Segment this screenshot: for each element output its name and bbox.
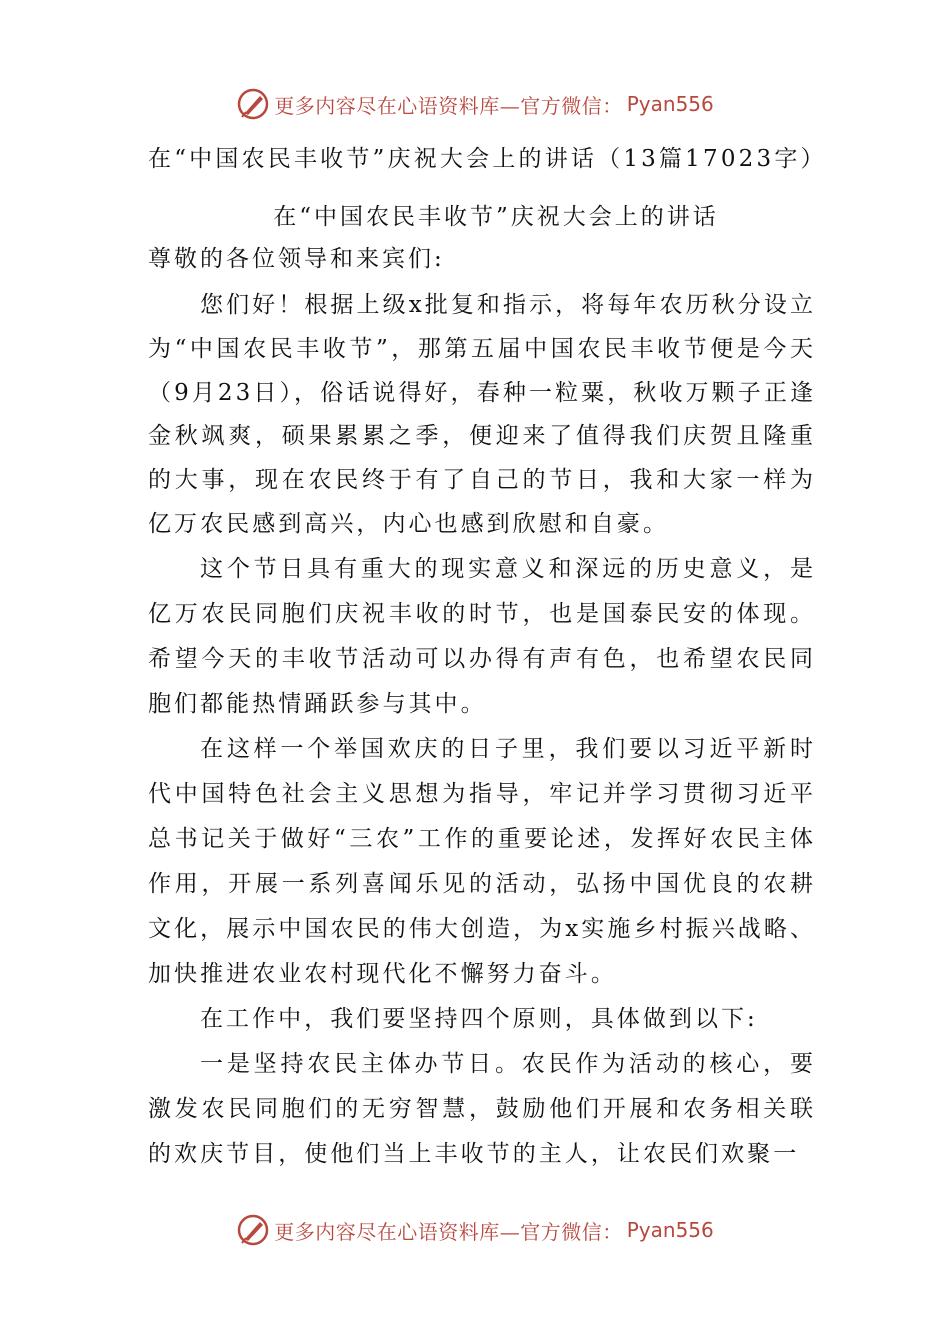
paragraph: 在工作中，我们要坚持四个原则，具体做到以下: [200, 1005, 758, 1032]
banner-wechat-id: Pyan556 [626, 1218, 714, 1242]
paragraph: 一是坚持农民主体办节日。农民作为活动的核心，要激发农民同胞们的无穷智慧，鼓励他们开展和农务相关联的欢庆节目，使他们当上丰收节的主人，让农民们欢聚一 [148, 1050, 816, 1167]
footer-watermark-banner [0, 1210, 950, 1250]
paragraph: 在这样一个举国欢庆的日子里，我们要以习近平新时代中国特色社会主义思想为指导，牢记并学习贯彻习近平总书记关于做好“三农”工作的重要论述，发挥好农民主体作用，开展一系列喜闻乐见的活动，弘扬中国优良的农耕文化，展示中国农民的伟大创造，为x实施乡村振兴战略、加快推进农业农村现代化不懈努力奋斗。 [148, 735, 816, 987]
speech-title: 在“中国农民丰收节”庆祝大会上的讲话 [273, 204, 719, 230]
banner-wechat-id: Pyan556 [626, 92, 714, 116]
document-page [148, 140, 827, 1177]
pen-logo-icon [236, 87, 270, 121]
document-title: 在“中国农民丰收节”庆祝大会上的讲话（13篇17023字） [148, 146, 827, 172]
banner-text: 更多内容尽在心语资料库—官方微信： [274, 93, 623, 118]
banner-text: 更多内容尽在心语资料库—官方微信： [274, 1219, 623, 1244]
header-watermark-banner [0, 84, 950, 124]
paragraph: 这个节日具有重大的现实意义和深远的历史意义，是亿万农民同胞们庆祝丰收的时节，也是国泰民安的体现。希望今天的丰收节活动可以办得有声有色，也希望农民同胞们都能热情踊跃参与其中。 [148, 555, 816, 717]
paragraph: 您们好！根据上级x批复和指示，将每年农历秋分设立为“中国农民丰收节”，那第五届中国农民丰收节便是今天（9月23日），俗话说得好，春种一粒粟，秋收万颗子正逢金秋飒爽，硕果累累之季，便迎来了值得我们庆贺且隆重的大事，现在农民终于有了自己的节日，我和大家一样为亿万农民感到高兴，内心也感到欣慰和自豪。 [148, 292, 816, 537]
salutation: 尊敬的各位领导和来宾们: [148, 246, 445, 272]
pen-logo-icon [236, 1213, 270, 1247]
